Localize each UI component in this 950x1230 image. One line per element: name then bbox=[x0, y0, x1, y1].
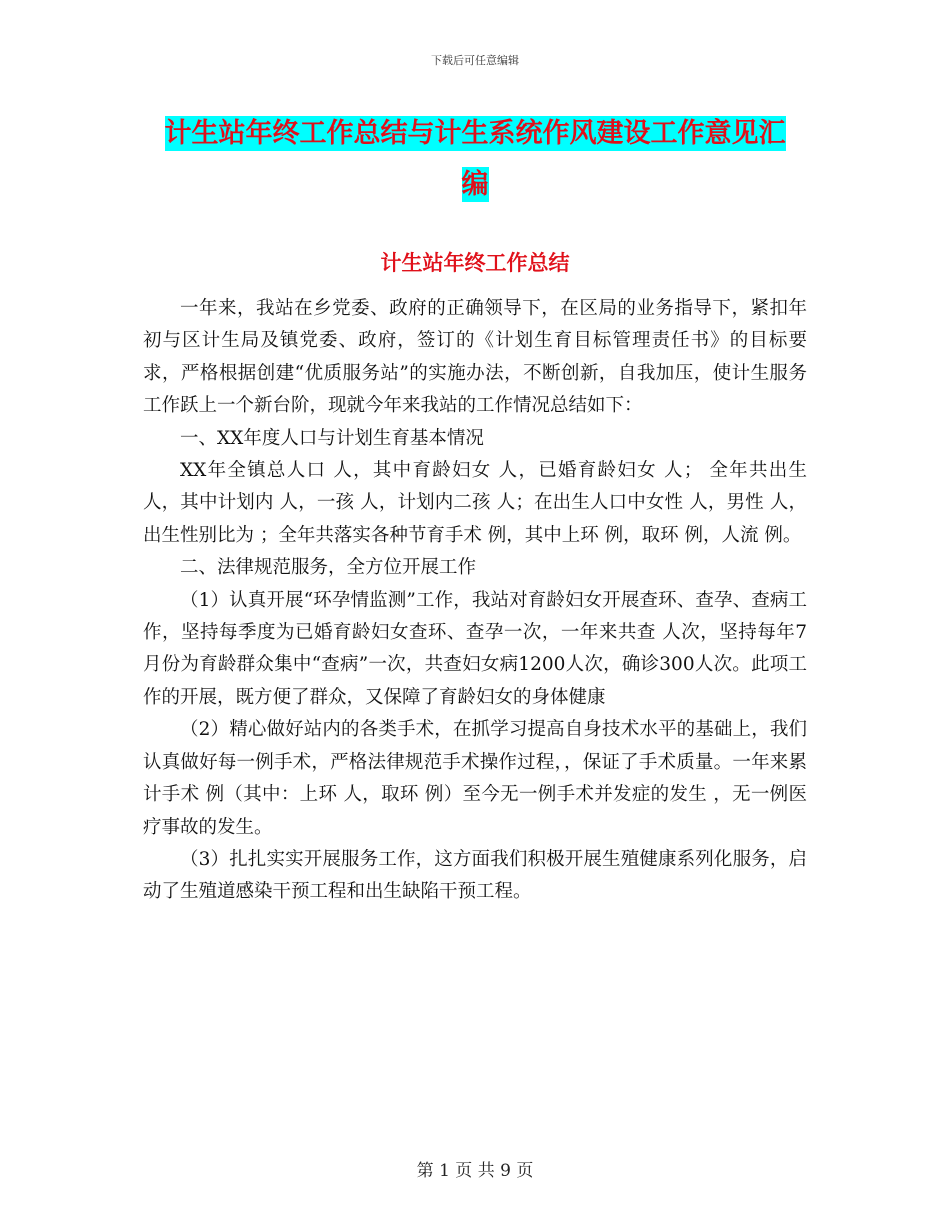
paragraph-item-2: （2）精心做好站内的各类手术，在抓学习提高自身技术水平的基础上，我们认真做好每一例手术，严格法律规范手术操作过程，，保证了手术质量。一年来累计手术 例（其中：上环 人，取环 例）至今无一例手术并发症的发生 ，无一例医疗事故的发生。 bbox=[143, 719, 807, 838]
page-number: 第 1 页 共 9 页 bbox=[416, 1161, 534, 1181]
document-title bbox=[142, 108, 808, 210]
section-title: 计生站年终工作总结 bbox=[380, 251, 570, 275]
document-body bbox=[143, 293, 807, 909]
paragraph-intro: 一年来，我站在乡党委、政府的正确领导下，在区局的业务指导下，紧扣年初与区计生局及镇党委、政府，签订的《计划生育目标管理责任书》的目标要求，严格根据创建“优质服务站”的实施办法，不断创新，自我加压，使计生服务工作跃上一个新台阶，现就今年来我站的工作情况总结如下： bbox=[143, 298, 807, 417]
page-header-note: 下载后可任意编辑 bbox=[431, 54, 519, 67]
heading-basic-situation: 一、XX年度人口与计划生育基本情况 bbox=[180, 427, 484, 449]
paragraph-item-3: （3）扎扎实实开展服务工作，这方面我们积极开展生殖健康系列化服务，启动了生殖道感染干预工程和出生缺陷干预工程。 bbox=[143, 848, 807, 903]
document-title-line-1: 计生站年终工作总结与计生系统作风建设工作意见汇 bbox=[164, 118, 786, 149]
paragraph-population-stats: XX年全镇总人口 人，其中育龄妇女 人，已婚育龄妇女 人； 全年共出生 人，其中计划内 人，一孩 人，计划内二孩 人；在出生人口中女性 人，男性 人，出生性别比为 ；全年共落实各种节育手术 例，其中上环 例，取环 例，人流 例。 bbox=[143, 460, 807, 546]
paragraph-item-1: （1）认真开展“环孕情监测”工作，我站对育龄妇女开展查环、查孕、查病工作，坚持每季度为已婚育龄妇女查环、查孕一次，一年来共查 人次，坚持每年7月份为育龄群众集中“查病”一次，共查妇女病1200人次，确诊300人次。此项工作的开展，既方便了群众，又保障了育龄妇女的身体健康 bbox=[143, 589, 807, 708]
document-title-line-2: 编 bbox=[461, 169, 489, 200]
heading-legal-service: 二、法律规范服务，全方位开展工作 bbox=[180, 557, 477, 579]
